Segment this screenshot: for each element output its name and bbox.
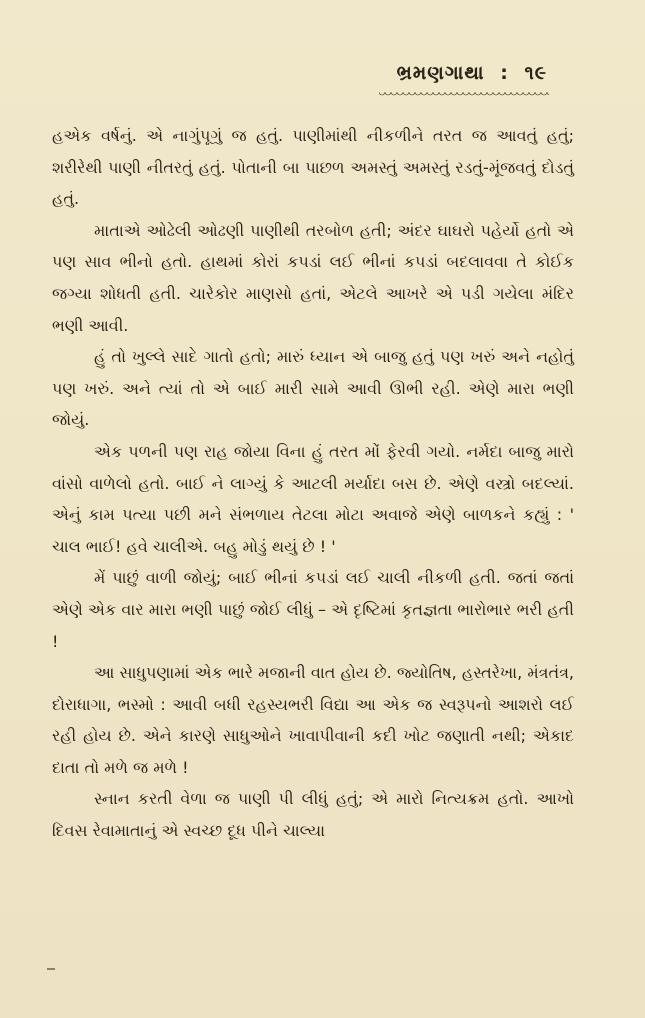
running-head-title: ભ્રમણગાથા — [396, 62, 485, 84]
paragraph: હું તો ખુલ્લે સાદે ગાતો હતો; મારું ધ્યાન એ બાજુ હતું પણ ખરું અને નહોતું પણ ખરું. અને ત્યાં તો એ બાઈ મારી સામે આવી ઊભી રહી. એણે મારા ભણી જોયું. — [52, 347, 574, 430]
running-head — [397, 62, 547, 84]
paragraph: એક પળની પણ રાહ જોયા વિના હું તરત મોં ફેરવી ગયો. નર્મદા બાજુ મારો વાંસો વાળેલો હતો. બાઈ ને લાગ્યું કે આટલી મર્યાદા બસ છે. એણે વસ્ત્રો બદલ્યાં. એનું કામ પત્યા પછી મને સંભળાય તેટલા મોટા અવાજે એણે બાળકને કહ્યું : ' ચાલ ભાઈ! હવે ચાલીએ. બહુ મોડું થયું છે ! ' — [52, 441, 574, 556]
wavy-rule-decoration — [379, 92, 549, 98]
margin-mark — [47, 968, 55, 970]
paragraph: આ સાધુપણામાં એક ભારે મજાની વાત હોય છે. જ્યોતિષ, હસ્તરેખા, મંત્રતંત્ર, દોરાધાગા, ભસ્મો : આવી બધી રહસ્યભરી વિદ્યા આ એક જ સ્વરૂપનો આશરો લઈ રહી હોય છે. એને કારણે સાધુઓને ખાવાપીવાની કદી ખોટ જણાતી નથી; એકાદ દાતા તો મળે જ મળે ! — [52, 663, 574, 777]
paragraph: સ્નાન કરતી વેળા જ પાણી પી લીધું હતું; એ મારો નિત્યક્રમ હતો. આખો દિવસ રેવામાતાનું એ સ્વચ્છ દૂધ પીને ચાલ્યા — [52, 789, 574, 841]
paragraph: માતાએ ઓઢેલી ઓઢણી પાણીથી તરબોળ હતી; અંદર ઘાઘરો પહેર્યો હતો એ પણ સાવ ભીનો હતો. હાથમાં કોરાં કપડાં લઈ ભીનાં કપડાં બદલાવવા તે કોઈક જગ્યા શોધતી હતી. ચારેકોર માણસો હતાં, એટલે આખરે એ પડી ગયેલા મંદિર ભણી આવી. — [52, 220, 574, 335]
page-number: ૧૯ — [524, 62, 547, 84]
paragraph: હએક વર્ષનું. એ નાગુંપૂગું જ હતું. પાણીમાંથી નીકળીને તરત જ આવતું હતું; શરીરેથી પાણી નીતરતું હતું. પોતાની બા પાછળ અમસ્તું અમસ્તું રડતું-મૂંજવતું દોડતું હતું. — [52, 126, 574, 209]
paragraph: મેં પાછું વાળી જોયું; બાઈ ભીનાં કપડાં લઈ ચાલી નીકળી હતી. જતાં જતાં એણે એક વાર મારા ભણી પાછું જોઈ લીધું – એ દૃષ્ટિમાં કૃતજ્ઞતા ભારોભાર ભરી હતી ! — [52, 568, 574, 651]
body-text — [52, 120, 574, 847]
running-head-separator: : — [500, 62, 509, 84]
